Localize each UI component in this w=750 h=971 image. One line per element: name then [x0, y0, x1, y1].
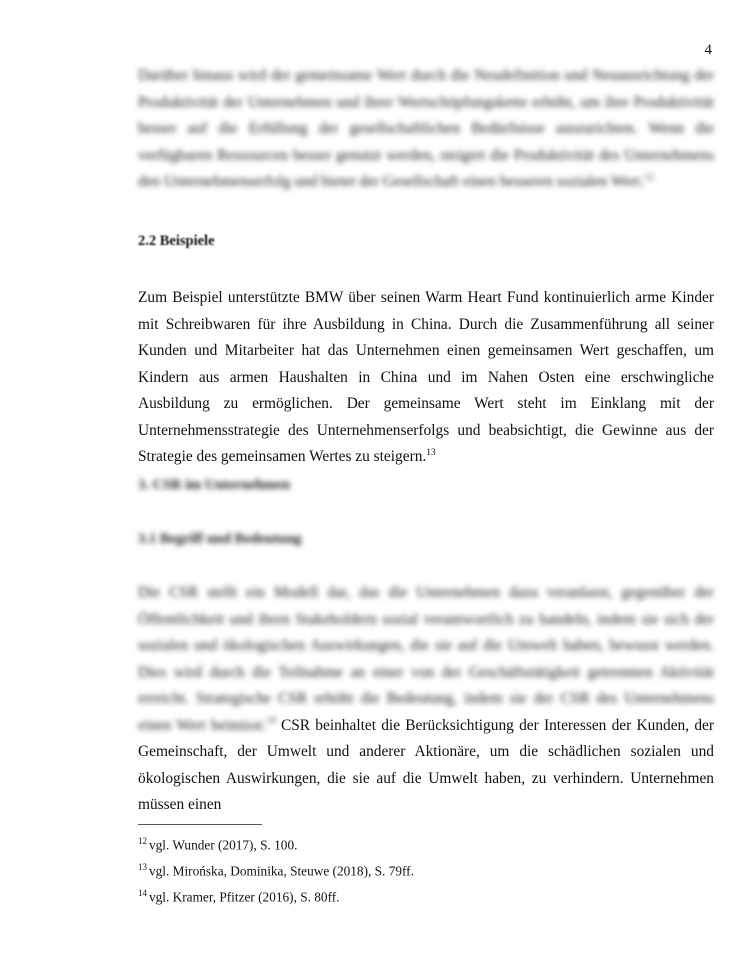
footnote-text: vgl. Kramer, Pfitzer (2016), S. 80ff. — [149, 889, 340, 905]
paragraph-text: CSR beinhaltet die Berücksichtigung der Interessen der Kunden, der Gemeinschaft, der Umwelt und anderer Aktionäre, um die schädlichen sozialen und ökologischen Auswirkungen, die sie auf die Umwelt haben, zu verhindern. Unternehmen müssen einen — [138, 716, 714, 813]
page-number: 4 — [704, 42, 712, 58]
footnote-number: 13 — [138, 862, 147, 872]
footnote-text: vgl. Wunder (2017), S. 100. — [149, 837, 298, 853]
footnote-ref: 12 — [644, 172, 654, 183]
section-heading-3: 3. CSR im Unternehmen — [138, 477, 291, 493]
paragraph-text: Zum Beispiel unterstützte BMW über seinen Warm Heart Fund kontinuierlich arme Kinder mit Schreibwaren für ihre Ausbildung in China. Durch die Zusammenführung all seiner Kunden und Mitarbeiter hat das Unternehmen einen gemeinsamen Wert geschaffen, um Kindern aus armen Haushalten in China und im Nahen Osten eine erschwingliche Ausbildung zu ermöglichen. Der gemeinsame Wert steht im Einklang mit der Unternehmensstrategie des Unternehmenserfolgs und beabsichtigt, die Gewinne aus der Strategie des gemeinsamen Wertes zu steigern. — [138, 289, 714, 465]
footnote-ref: 13 — [426, 447, 436, 458]
section-heading-3-1: 3.1 Begriff und Bedeutung — [138, 531, 302, 547]
footnote-separator — [138, 824, 262, 825]
footnote-14 — [138, 885, 340, 905]
footnote-number: 14 — [138, 888, 147, 898]
footnote-number: 12 — [138, 836, 147, 846]
paragraph-text-blurred: Die CSR stellt ein Modell dar, das die Unternehmen dazu veranlasst, gegenüber der Öffentlichkeit und ihren Stakeholdern sozial verantwortlich zu handeln, indem sie sich der sozialen und ökologischen Auswirkungen, die sie auf die Umwelt haben, bewusst werden. Dies wird durch die Teilnahme an einer von der Geschäftstätigkeit getrennten Aktivität erreicht. Strategische CSR erhöht die Bedeutung, indem sie der CSR des Unternehmens einen Wert beimisst. — [138, 584, 714, 734]
paragraph-text: Darüber hinaus wird der gemeinsame Wert durch die Neudefinition und Neuausrichtung der Produktivität der Unternehmen und ihrer Wertschöpfungskette erhöht, um ihre Produktivität besser auf die Erfüllung der gesellschaftlichen Bedürfnisse auszurichten. Wenn die verfügbaren Ressourcen besser genutzt werden, steigert die Produktivität des Unternehmens den Unternehmenserfolg und bietet der Gesellschaft einen besseren sozialen Wert. — [138, 67, 714, 190]
footnote-text: vgl. Mirońska, Dominika, Steuwe (2018), S. 79ff. — [149, 863, 414, 879]
footnote-ref: 14 — [266, 716, 276, 727]
section-heading-2-2: 2.2 Beispiele — [138, 233, 215, 249]
footnote-12 — [138, 833, 297, 853]
footnote-13 — [138, 859, 414, 879]
paragraph-blurred-1 — [138, 63, 714, 196]
paragraph-bmw-example — [138, 285, 714, 471]
paragraph-csr-definition — [138, 580, 714, 819]
